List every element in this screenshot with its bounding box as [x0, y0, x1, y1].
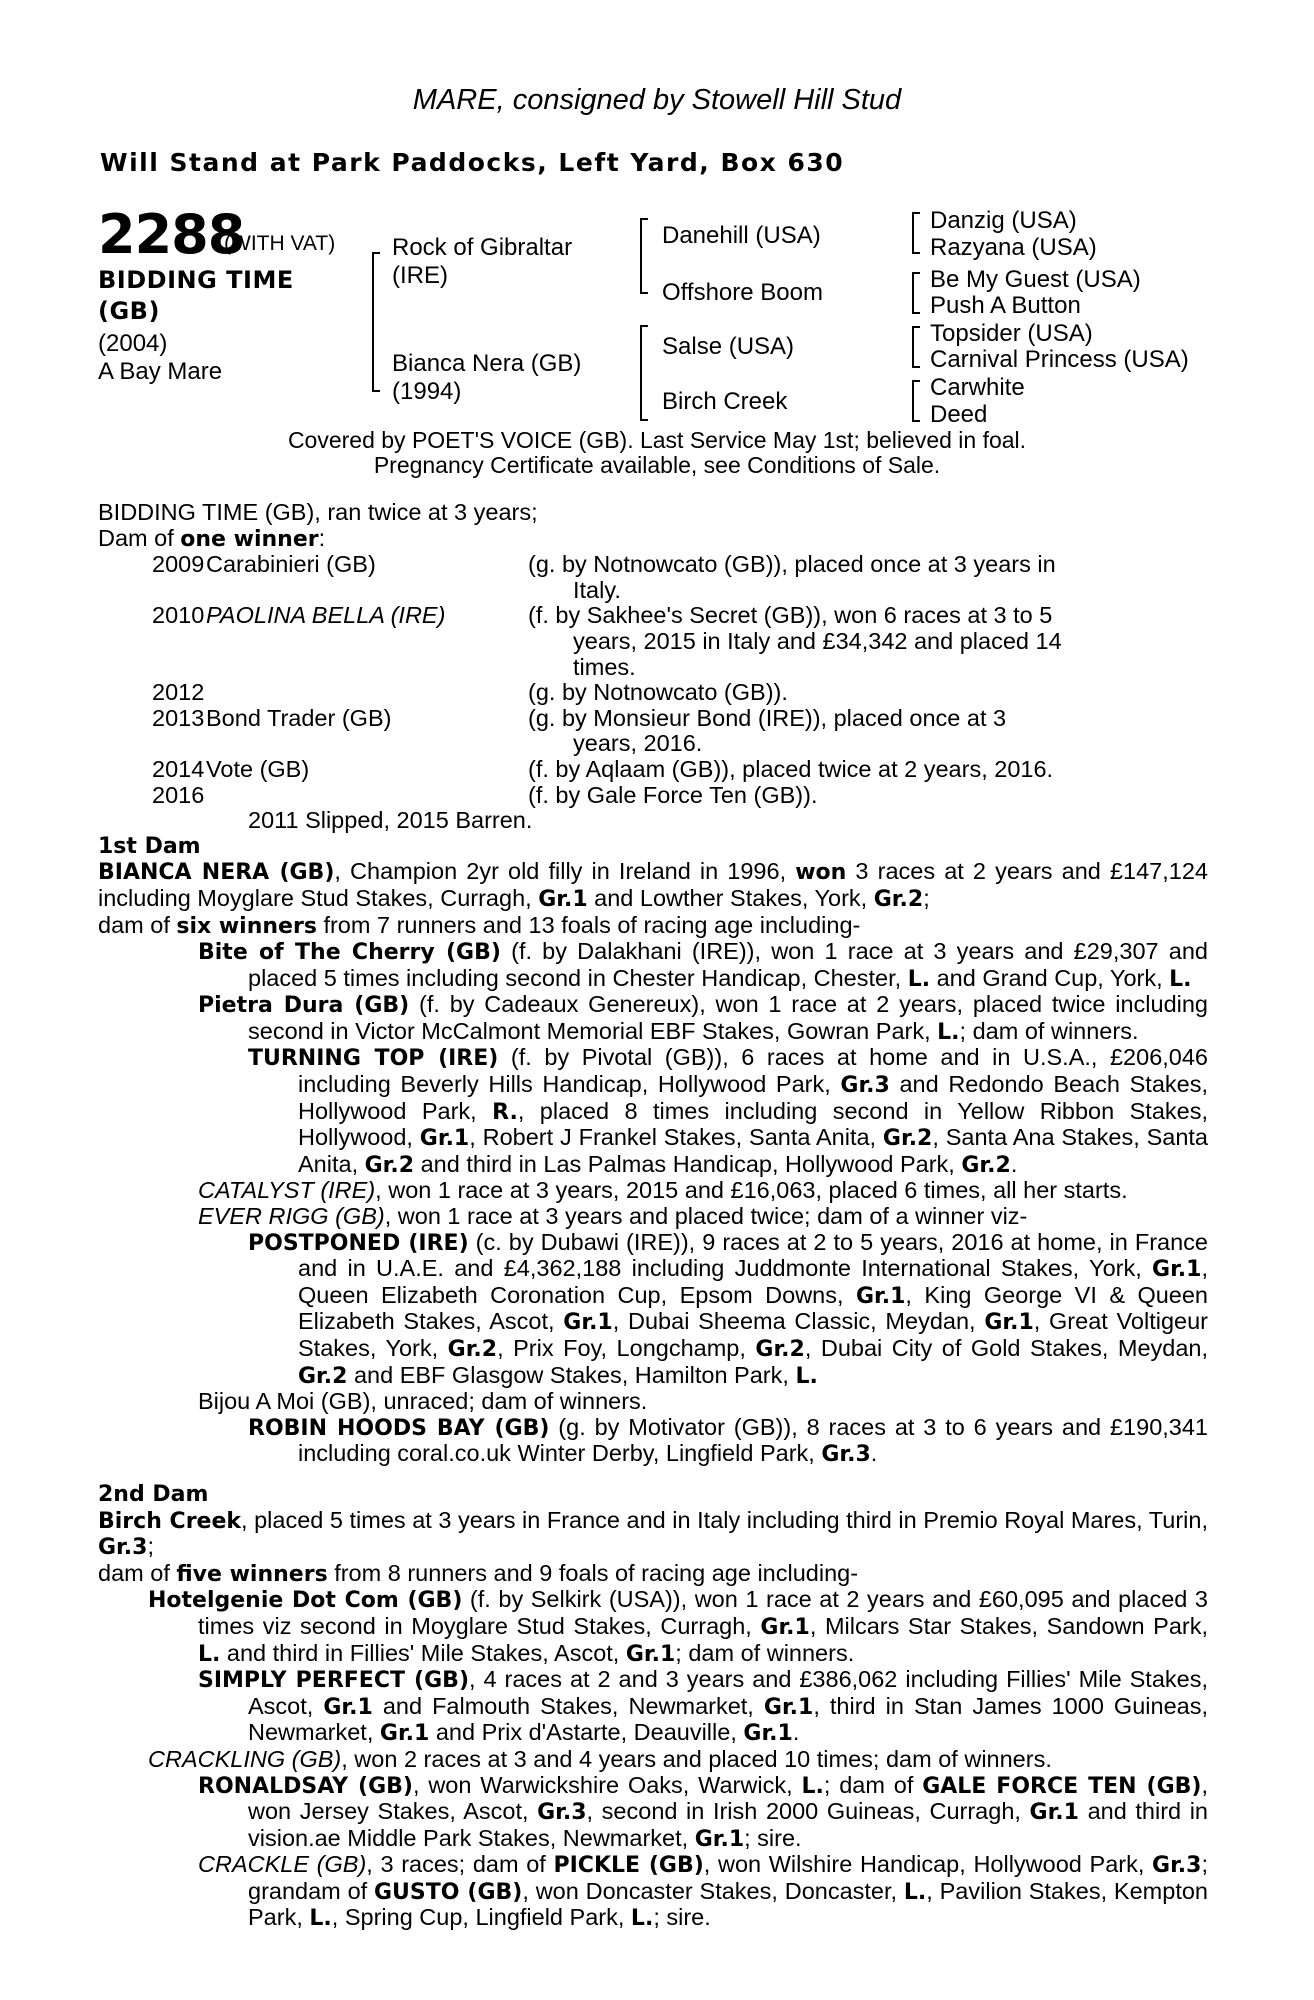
entry-robin-hoods-bay: ROBIN HOODS BAY (GB) (g. by Motivator (GB)), 8 races at 3 to 6 years and £190,341 including coral.co.uk Winter Derby, Lingfield Park, Gr.3. [248, 1413, 1208, 1468]
page-title: MARE, consigned by Stowell Hill Stud [412, 84, 902, 116]
progeny-list [98, 552, 1208, 834]
progeny-row: 2013 Bond Trader (GB) (g. by Monsieur Bond (IRE)), placed once at 3 years, 2016. [152, 704, 1007, 757]
pedigree-g4: Push A Button [930, 292, 1081, 319]
sire-brace [372, 252, 374, 392]
entry-pietra-dura: Pietra Dura (GB) (f. by Cadeaux Genereux), won 1 race at 2 years, placed twice including second in Victor McCalmont Memorial EBF Stakes, Gowran Park, L.; dam of winners. [198, 991, 1208, 1045]
entry-ronaldsay: RONALDSAY (GB), won Warwickshire Oaks, Warwick, L.; dam of GALE FORCE TEN (GB), won Jersey Stakes, Ascot, Gr.3, second in Irish 2000 Guineas, Curragh, Gr.1 and third in vision.ae Middle Park Stakes, Newmarket, Gr.1; sire. [198, 1771, 1208, 1852]
progeny-row: 2010 PAOLINA BELLA (IRE) (f. by Sakhee's Secret (GB)), won 6 races at 3 to 5 years, 2015 in Italy and £34,342 and placed 14 times. [152, 602, 1062, 680]
pedigree-g3: Be My Guest (USA) [930, 266, 1141, 293]
horse-name-line2: (GB) [98, 297, 160, 325]
g-brace-1 [912, 212, 914, 254]
entry-turning-top: TURNING TOP (IRE) (f. by Pivotal (GB)), 6 races at home and in U.S.A., £206,046 including Beverly Hills Handicap, Hollywood Park, Gr.3 and Redondo Beach Stakes, Hollywood Park, R., placed 8 times including second in Yellow Ribbon Stakes, Hollywood, Gr.1, Robert J Frankel Stakes, Santa Anita, Gr.2, Santa Ana Stakes, Santa Anita, Gr.2 and third in Las Palmas Handicap, Hollywood Park, Gr.2. [248, 1044, 1208, 1178]
pedigree-dam-sire: Salse (USA) [662, 333, 795, 360]
g-brace-2 [912, 272, 914, 314]
entry-simply-perfect: SIMPLY PERFECT (GB), 4 races at 2 and 3 years and £386,062 including Fillies' Mile Stakes, Ascot, Gr.1 and Falmouth Stakes, Newmarket, Gr.1, third in Stan James 1000 Guineas, Newmarket, Gr.1 and Prix d'Astarte, Deauville, Gr.1. [198, 1666, 1209, 1747]
second-dam-dam-of: dam of five winners from 8 runners and 9 foals of racing age including- [98, 1559, 859, 1587]
dam-of-line: Dam of one winner: [98, 524, 326, 552]
progeny-row: 2014 Vote (GB) (f. by Aqlaam (GB)), placed twice at 2 years, 2016. [152, 755, 1054, 782]
pedigree-g8: Deed [930, 401, 988, 428]
pedigree-g7: Carwhite [930, 374, 1025, 401]
location-line: Will Stand at Park Paddocks, Left Yard, Box 630 [100, 148, 845, 177]
entry-crackling: CRACKLING (GB), won 2 races at 3 and 4 years and placed 10 times; dam of winners. [148, 1745, 1052, 1772]
entry-bijou-a-moi: Bijou A Moi (GB), unraced; dam of winners. [198, 1388, 648, 1415]
entry-postponed: POSTPONED (IRE) (c. by Dubawi (IRE)), 9 races at 2 to 5 years, 2016 at home, in France and in U.A.E. and £4,362,188 including Juddmonte International Stakes, York, Gr.1, Queen Elizabeth Coronation Cup, Epsom Downs, Gr.1, King George VI & Queen Elizabeth Stakes, Ascot, Gr.1, Dubai Sheema Classic, Meydan, Gr.1, Great Voltigeur Stakes, York, Gr.2, Prix Foy, Longchamp, Gr.2, Dubai City of Gold Stakes, Meydan, Gr.2 and EBF Glasgow Stakes, Hamilton Park, L. [248, 1228, 1209, 1389]
entry-ever-rigg: EVER RIGG (GB), won 1 race at 3 years and placed twice; dam of a winner viz- [198, 1203, 1028, 1230]
vat-label: (WITH VAT) [224, 232, 336, 255]
pedigree-g1: Danzig (USA) [930, 207, 1077, 234]
pedigree-g6: Carnival Princess (USA) [930, 346, 1189, 373]
first-dam-heading: 1st Dam [98, 833, 201, 859]
catalogue-body [98, 500, 1208, 1932]
barren-line: 2011 Slipped, 2015 Barren. [248, 807, 533, 834]
entry-bite-of-the-cherry: Bite of The Cherry (GB) (f. by Dalakhani (IRE)), won 1 race at 3 years and £29,307 and placed 5 times including second in Chester Handicap, Chester, L. and Grand Cup, York, L. [198, 938, 1208, 992]
sire-line-brace [640, 218, 642, 294]
first-dam-record: BIANCA NERA (GB), Champion 2yr old filly in Ireland in 1996, won 3 races at 2 years and £147,124 including Moyglare Stud Stakes, Curragh, Gr.1 and Lowther Stakes, York, Gr.2; [98, 858, 1208, 912]
lot-number: 2288 [98, 203, 245, 266]
progeny-row: 2009 Carabinieri (GB) (g. by Notnowcato (GB)), placed once at 3 years in Italy. [152, 551, 1056, 603]
horse-info [98, 330, 222, 386]
horse-name-line1: BIDDING TIME [98, 266, 294, 294]
horse-name [98, 265, 294, 327]
dam-line-brace [640, 325, 642, 421]
g-brace-4 [912, 380, 914, 422]
first-dam-dam-of: dam of six winners from 7 runners and 13 foals of racing age including- [98, 911, 861, 939]
record-line: BIDDING TIME (GB), ran twice at 3 years; [98, 499, 538, 525]
entry-hotelgenie: Hotelgenie Dot Com (GB) (f. by Selkirk (USA)), won 1 race at 2 years and £60,095 and placed 3 times viz second in Moyglare Stud Stakes, Curragh, Gr.1, Milcars Star Stakes, Sandown Park, L. and third in Fillies' Mile Stakes, Ascot, Gr.1; dam of winners. [148, 1586, 1208, 1667]
covered-line: Covered by POET'S VOICE (GB). Last Service May 1st; believed in foal. [287, 427, 1027, 453]
pedigree-g2: Razyana (USA) [930, 234, 1097, 261]
pedigree-g5: Topsider (USA) [930, 320, 1093, 347]
entry-catalyst: CATALYST (IRE), won 1 race at 3 years, 2015 and £16,063, placed 6 times, all her starts. [198, 1177, 1128, 1204]
pedigree-dam-dam: Birch Creek [662, 388, 788, 415]
pedigree-sire: Rock of Gibraltar (IRE) [392, 234, 573, 289]
pedigree-dam: Bianca Nera (GB) (1994) [392, 350, 582, 405]
second-dam-record: Birch Creek, placed 5 times at 3 years in France and in Italy including third in Premio Royal Mares, Turin, Gr.3; [98, 1506, 1208, 1561]
pedigree-sire-dam: Offshore Boom [662, 279, 823, 306]
horse-year: (2004) [98, 330, 168, 357]
pedigree-sire-sire: Danehill (USA) [662, 222, 821, 249]
entry-crackle: CRACKLE (GB), 3 races; dam of PICKLE (GB), won Wilshire Handicap, Hollywood Park, Gr.3; grandam of GUSTO (GB), won Doncaster Stakes, Doncaster, L., Pavilion Stakes, Kempton Park, L., Spring Cup, Lingfield Park, L.; sire. [198, 1851, 1208, 1932]
pregnancy-line: Pregnancy Certificate available, see Conditions of Sale. [373, 452, 941, 478]
progeny-row: 2016 (f. by Gale Force Ten (GB)). [152, 781, 818, 808]
second-dam-heading: 2nd Dam [98, 1481, 209, 1507]
horse-description: A Bay Mare [98, 358, 223, 385]
progeny-row: 2012 (g. by Notnowcato (GB)). [152, 679, 788, 706]
g-brace-3 [912, 326, 914, 368]
